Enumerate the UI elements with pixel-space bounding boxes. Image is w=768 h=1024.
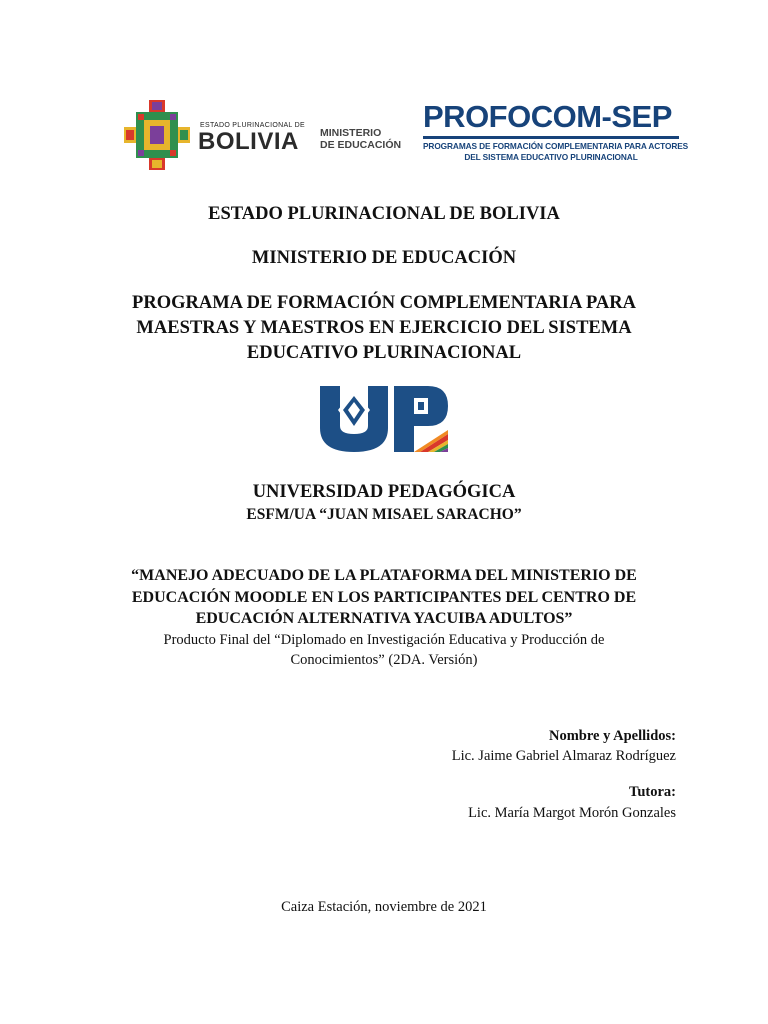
- author-label: Nombre y Apellidos:: [548, 728, 676, 744]
- bolivia-logo: [124, 100, 305, 170]
- project-title-line3: EDUCACIÓN ALTERNATIVA YACUIBA ADULTOS”: [195, 610, 573, 627]
- project-title-line2: EDUCACIÓN MOODLE EN LOS PARTICIPANTES DEL CENTRO DE: [131, 588, 637, 606]
- profocom-logo: [423, 99, 689, 165]
- tutor-label: Tutora:: [629, 784, 676, 800]
- project-title-line1: “MANEJO ADECUADO DE LA PLATAFORMA DEL MINISTERIO DE: [131, 567, 637, 584]
- universidad-pedagogica-logo-icon: [320, 386, 448, 452]
- product-description-line2: Conocimientos” (2DA. Versión): [290, 651, 478, 668]
- product-description-line1: Producto Final del “Diplomado en Investigación Educativa y Producción de: [163, 632, 605, 648]
- title-ministerio: MINISTERIO DE EDUCACIÓN: [251, 248, 517, 268]
- bolivia-logo-name: BOLIVIA: [198, 128, 299, 155]
- ministerio-logo-line1: MINISTERIO: [320, 127, 382, 139]
- author-name: Lic. Jaime Gabriel Almaraz Rodríguez: [451, 748, 676, 764]
- product-description: [0, 631, 768, 670]
- project-title: [0, 565, 768, 630]
- ministerio-logo-line2: DE EDUCACIÓN: [320, 139, 402, 151]
- bolivia-emblem-icon: [124, 100, 190, 170]
- place-date: Caiza Estación, noviembre de 2021: [281, 899, 487, 915]
- title-programa-line1: PROGRAMA DE FORMACIÓN COMPLEMENTARIA PARA: [132, 293, 636, 313]
- title-programa: [0, 291, 768, 366]
- profocom-logo-subtitle-2: DEL SISTEMA EDUCATIVO PLURINACIONAL: [464, 152, 638, 162]
- profocom-logo-divider: [423, 136, 679, 139]
- tutor-name: Lic. María Margot Morón Gonzales: [468, 805, 676, 821]
- esfm-subtitle: ESFM/UA “JUAN MISAEL SARACHO”: [246, 506, 522, 523]
- title-estado-plurinacional: ESTADO PLURINACIONAL DE BOLIVIA: [208, 204, 560, 224]
- universidad-title: UNIVERSIDAD PEDAGÓGICA: [252, 482, 516, 502]
- title-programa-line3: EDUCATIVO PLURINACIONAL: [246, 343, 522, 363]
- bolivia-logo-subtitle: ESTADO PLURINACIONAL DE: [200, 122, 305, 129]
- title-programa-line2: MAESTRAS Y MAESTROS EN EJERCICIO DEL SISTEMA: [136, 318, 632, 338]
- profocom-logo-subtitle-1: PROGRAMAS DE FORMACIÓN COMPLEMENTARIA PARA ACTORES: [423, 141, 689, 151]
- profocom-logo-title: PROFOCOM-SEP: [423, 99, 672, 134]
- ministerio-logo: [320, 127, 401, 151]
